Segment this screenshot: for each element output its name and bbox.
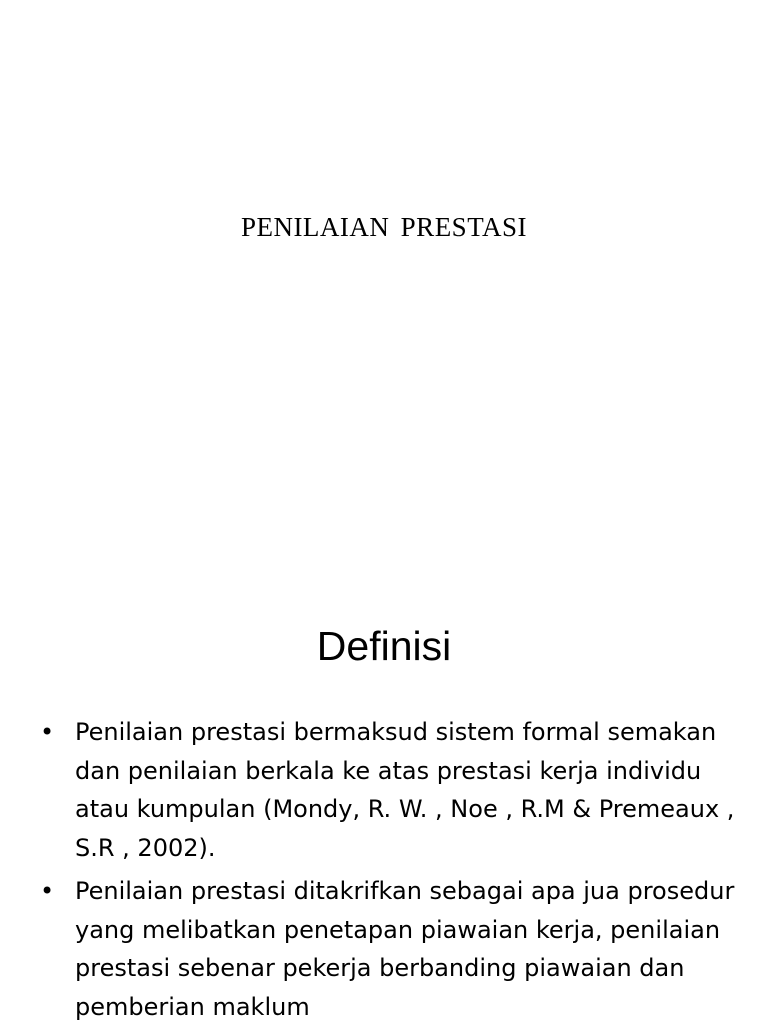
bullet-text: Penilaian prestasi ditakrifkan sebagai apa jua prosedur yang melibatkan penetapan piawaian kerja, penilaian prestasi sebenar pekerja berbanding piawaian dan pemberian maklum: [75, 877, 735, 1021]
bullet-icon: •: [40, 877, 55, 905]
bullet-item: [40, 872, 740, 1024]
slide-title: PENILAIAN PRESTASI: [240, 212, 528, 242]
bullet-text: Penilaian prestasi bermaksud sistem formal semakan dan penilaian berkala ke atas prestasi kerja individu atau kumpulan (Mondy, R. W. , Noe , R.M & Premeaux , S.R , 2002).: [75, 718, 735, 862]
bullet-list: [40, 713, 740, 1024]
bullet-item: [40, 713, 740, 867]
content-slide: [0, 576, 768, 1024]
slide-heading: Definisi: [316, 623, 452, 669]
bullet-icon: •: [40, 718, 55, 746]
